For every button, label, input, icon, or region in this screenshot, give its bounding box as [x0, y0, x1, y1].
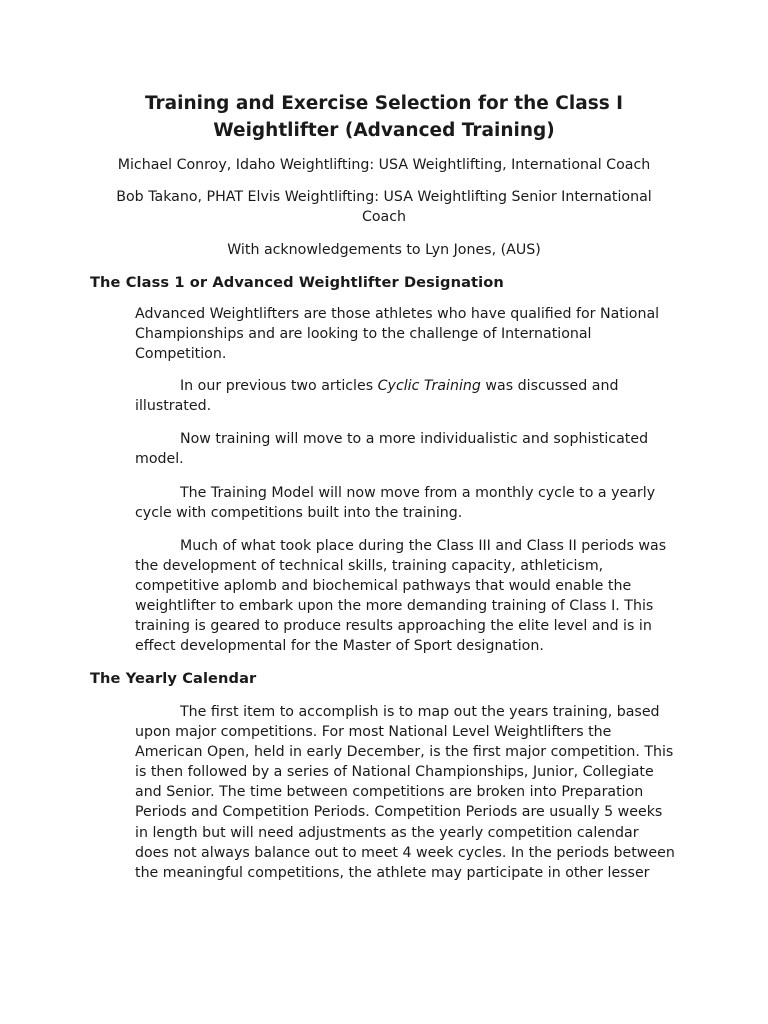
author-takano: Bob Takano, PHAT Elvis Weightlifting: USA Weightlifting Senior International Coach — [116, 189, 652, 225]
document-title: Training and Exercise Selection for the Class I Weightlifter (Advanced Training) — [144, 93, 624, 141]
author-conroy: Michael Conroy, Idaho Weightlifting: USA Weightlifting, International Coach — [117, 157, 651, 173]
paragraph-class-periods: Much of what took place during the Class III and Class II periods was the development of technical skills, training capacity, athleticism, competitive aplomb and biochemical pathways that would enable the weightlifter to embark upon the more demanding training of Class I. This training is geared to produce results approaching the elite level and is in effect developmental for the Master of Sport designation. — [135, 538, 667, 655]
acknowledgement: With acknowledgements to Lyn Jones, (AUS) — [227, 242, 541, 258]
paragraph-training-model: The Training Model will now move from a monthly cycle to a yearly cycle with competitions built into the training. — [135, 485, 656, 522]
paragraph-individualistic-model: Now training will move to a more individualistic and sophisticated model. — [135, 431, 649, 468]
section-heading-class-1: The Class 1 or Advanced Weightlifter Designation — [90, 274, 504, 291]
italic-term: Cyclic Training — [377, 378, 481, 394]
paragraph-text: In our previous two articles — [180, 378, 378, 394]
paragraph-text: was discussed and illustrated. — [135, 378, 619, 415]
section-heading-yearly-calendar: The Yearly Calendar — [90, 670, 257, 687]
paragraph-yearly-calendar: The first item to accomplish is to map out the years training, based upon major competitions. For most National Level Weightlifters the American Open, held in early December, is the first major competition. This is then followed by a series of National Championships, Junior, Collegiate and Senior. The time between competitions are broken into Preparation Periods and Competition Periods. Competition Periods are usually 5 weeks in length but will need adjustments as the yearly competition calendar does not always balance out to meet 4 week cycles. In the periods between the meaningful competitions, the athlete may participate in other lesser — [135, 704, 675, 881]
paragraph-previous-articles — [135, 376, 675, 416]
paragraph-advanced-weightlifters: Advanced Weightlifters are those athletes who have qualified for National Championships and are looking to the challenge of International Competition. — [135, 306, 660, 363]
